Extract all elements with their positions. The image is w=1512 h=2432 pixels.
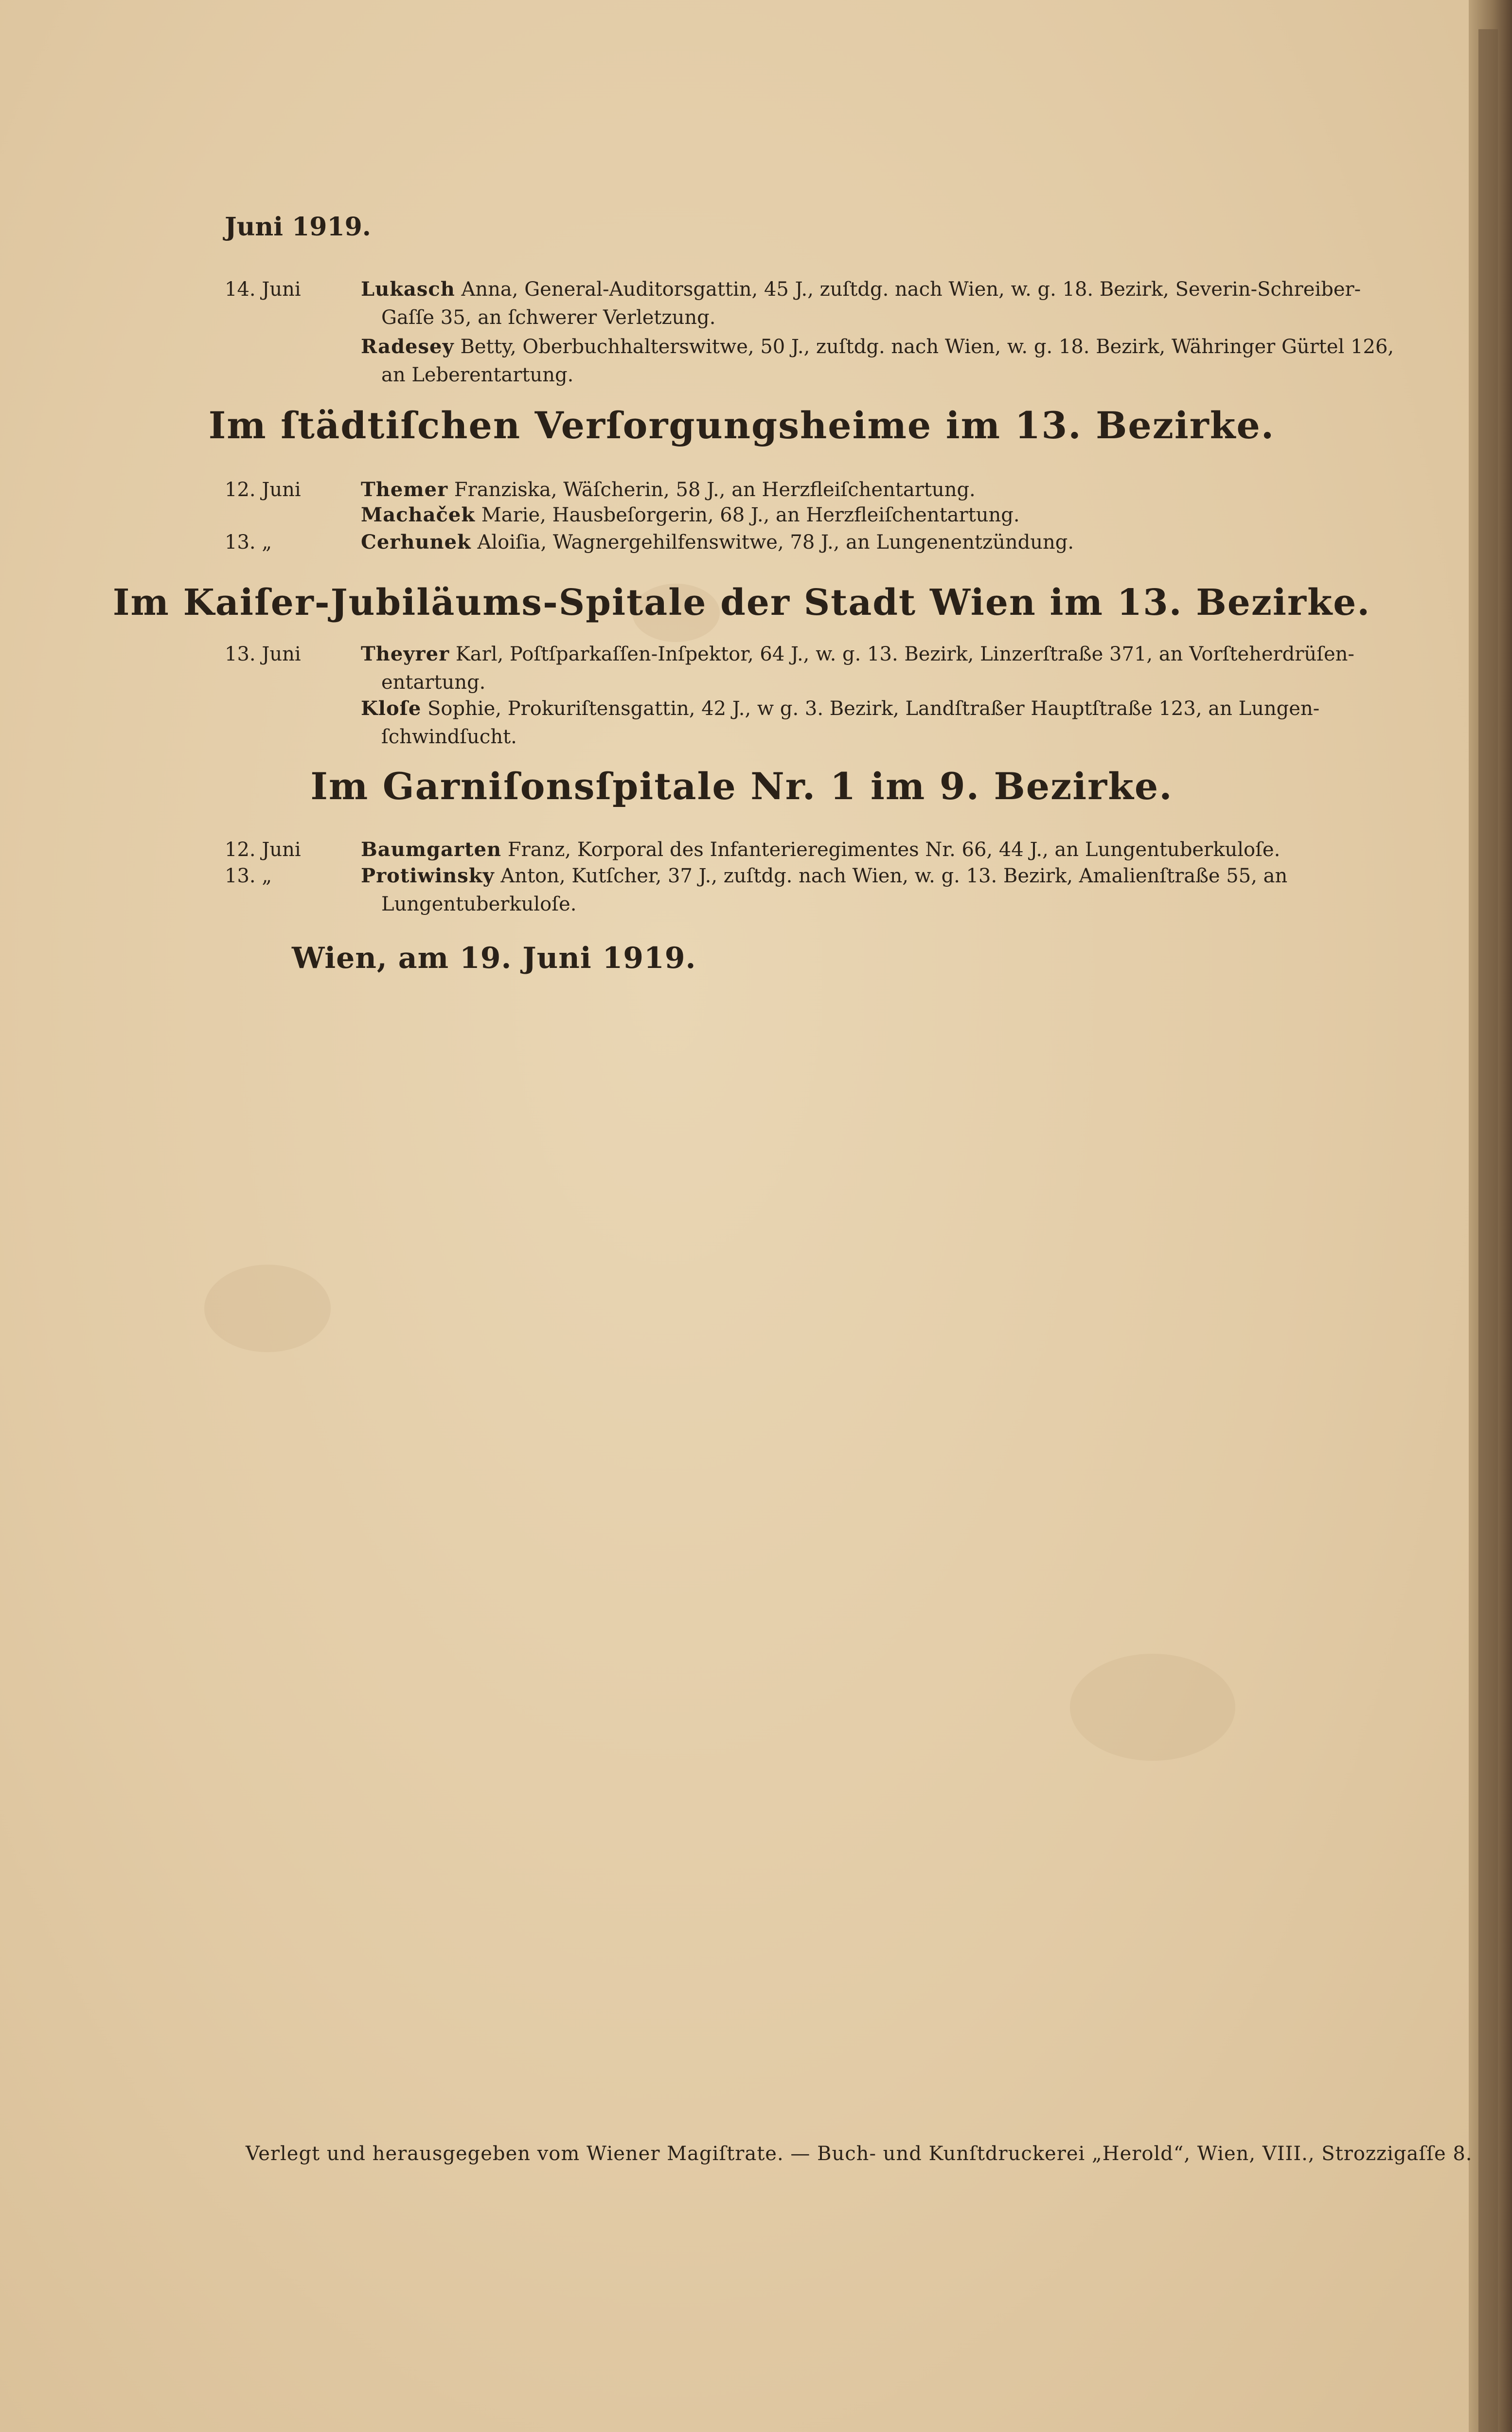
entry-details-continued: an Leberentartung.: [381, 364, 574, 386]
entry-name: Machaček: [361, 503, 476, 526]
entry-date: 13. Juni: [225, 643, 301, 665]
entry-name: Lukasch: [361, 278, 455, 301]
entry-name: Radesey: [361, 335, 454, 358]
imprint-footer: Verlegt und herausgegeben vom Wiener Magiſtrate. — Buch- und Kunſtdruckerei „Herold“, Wien, VIII., Strozzigaſſe 8.: [246, 2143, 1473, 2165]
entry-details: Sophie, Prokuriſtensgattin, 42 J., w g. 3. Bezirk, Landſtraßer Hauptſtraße 123, an Lungen-: [427, 697, 1320, 720]
entry-text: [361, 501, 1479, 529]
entry-name: Kloſe: [361, 697, 422, 720]
entry-text: [361, 862, 1479, 918]
entry-name: Baumgarten: [361, 838, 502, 861]
month-heading: Juni 1919.: [225, 212, 371, 242]
entry-details: Anton, Kutſcher, 37 J., zuſtdg. nach Wien, w. g. 13. Bezirk, Amalienſtraße 55, an: [500, 865, 1288, 887]
entry-text: [361, 476, 1479, 504]
entry-text: [361, 528, 1479, 556]
entry-text: [361, 640, 1479, 697]
section-heading: Im Garniſonsſpitale Nr. 1 im 9. Bezirke.: [310, 765, 1173, 808]
entry-details: Franziska, Wäſcherin, 58 J., an Herzfleiſchentartung.: [454, 479, 976, 501]
entry-details: Franz, Korporal des Infanterieregimentes Nr. 66, 44 J., an Lungentuberkuloſe.: [507, 839, 1281, 861]
paper-stain: [1070, 1654, 1235, 1761]
entry-details: Betty, Oberbuchhalterswitwe, 50 J., zuſtdg. nach Wien, w. g. 18. Bezirk, Währinger Gürtel 126,: [460, 336, 1394, 358]
closing-line: Wien, am 19. Juni 1919.: [292, 941, 696, 975]
entry-name: Protiwinsky: [361, 864, 495, 887]
entry-date: 12. Juni: [225, 479, 301, 501]
entry-text: [361, 275, 1479, 332]
entry-name: Themer: [361, 478, 448, 501]
entry-details-continued: Lungentuberkuloſe.: [381, 893, 577, 915]
entry-details-continued: entartung.: [381, 671, 486, 694]
entry-details: Anna, General-Auditorsgattin, 45 J., zuſtdg. nach Wien, w. g. 18. Bezirk, Severin-Schreiber-: [461, 278, 1361, 301]
entry-date: 12. Juni: [225, 839, 301, 861]
entry-date: 14. Juni: [225, 278, 301, 301]
entry-details: Aloiſia, Wagnergehilfenswitwe, 78 J., an Lungenentzündung.: [477, 531, 1074, 554]
entry-text: [361, 333, 1479, 389]
binding-edge: [1478, 29, 1498, 2432]
section-heading: Im Kaiſer-Jubiläums-Spitale der Stadt Wien im 13. Bezirke.: [112, 582, 1371, 624]
entry-text: [361, 836, 1479, 864]
entry-date: 13. „: [225, 531, 272, 554]
entry-text: [361, 695, 1479, 751]
entry-details-continued: ſchwindſucht.: [381, 726, 517, 748]
entry-date: 13. „: [225, 865, 272, 887]
entry-details-continued: Gaſſe 35, an ſchwerer Verletzung.: [381, 306, 716, 329]
entry-name: Theyrer: [361, 643, 450, 665]
entry-details: Marie, Hausbeſorgerin, 68 J., an Herzfleiſchentartung.: [481, 504, 1020, 526]
section-heading: Im ſtädtiſchen Verſorgungsheime im 13. Bezirke.: [208, 404, 1275, 447]
entry-details: Karl, Poſtſparkaſſen-Inſpektor, 64 J., w. g. 13. Bezirk, Linzerſtraße 371, an Vorſteherdrüſen-: [455, 643, 1354, 665]
paper-stain: [204, 1265, 331, 1352]
entry-name: Cerhunek: [361, 531, 471, 554]
